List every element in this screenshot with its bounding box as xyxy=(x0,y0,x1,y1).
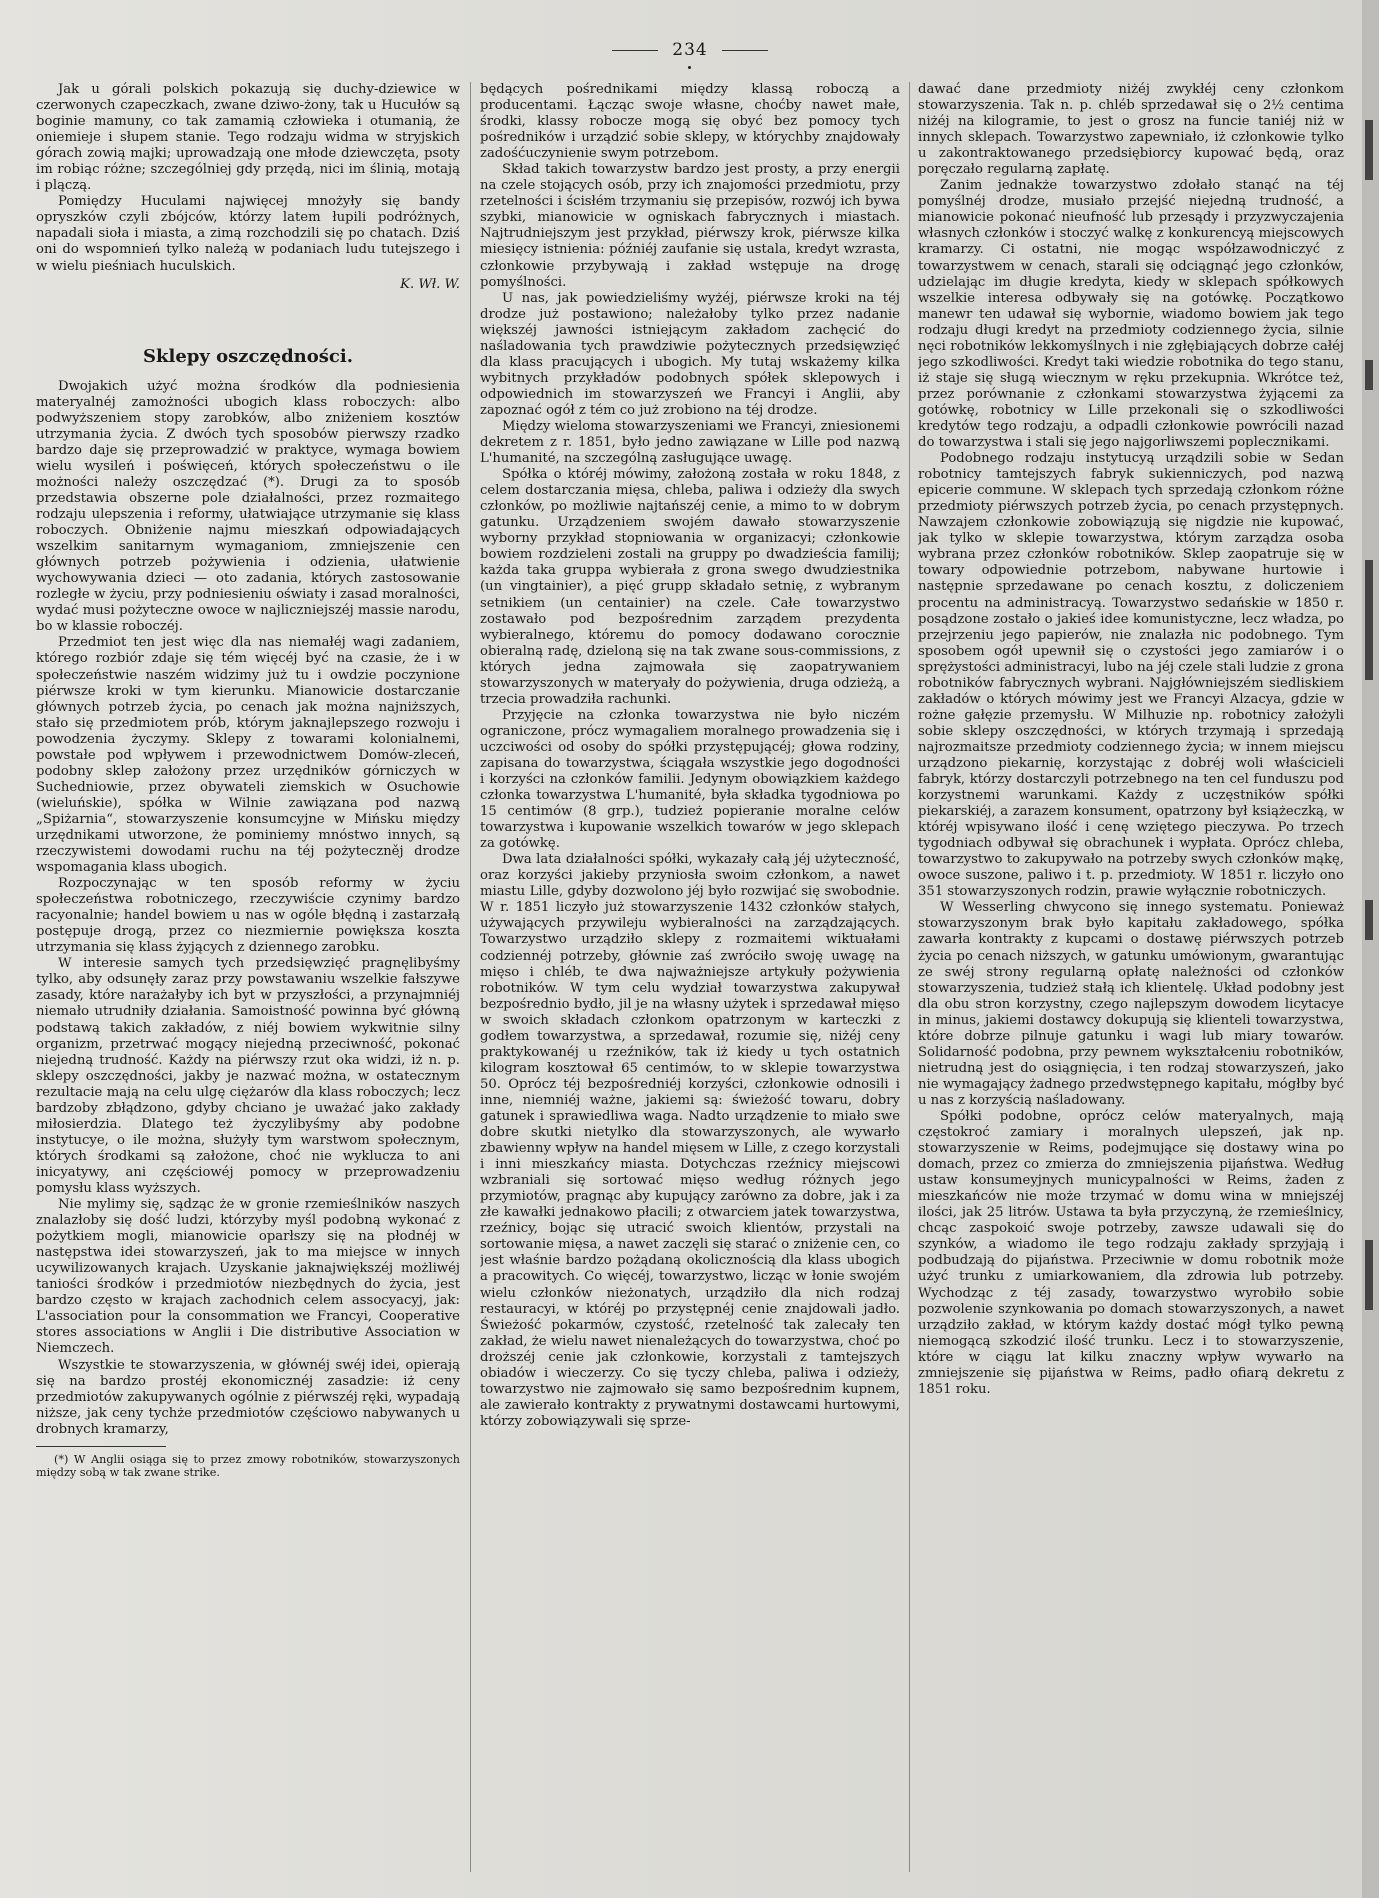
paragraph: U nas, jak powiedzieliśmy wyżéj, piérwsze kroki na téj drodze już postawiono; należałoby tylko przez nadanie większéj jawności istniejącym zakładom zachęcić do naśladowania tych prawdziwie pożytecznych przedsięwzięć dla klass pracujących i ubogich. My tutaj wskażemy kilka wybitnych przykładów podobnych spółek sklepowych i odpowiednich im stowarzyszeń we Francyi i Anglii, aby zapoznać ogół z tém co już zrobiono na téj drodze. xyxy=(480,290,900,418)
paragraph: W Wesserling chwycono się innego systematu. Ponieważ stowarzyszonym brak było kapitału zakładowego, spółka zawarła kontrakty z kupcami o dostawę piérwszych potrzeb życia po cenach niższych, w gatunku umówionym, gwarantując ze swéj strony regularną opłatę należności od członków stowarzyszenia, tudzież stałą ich klientelę. Układ podobny jest dla obu stron korzystny, czego najlepszym dowodem licytacye in minus, jakiemi dostawcy dokupują się klienteli towarzystwa, które dobrze pilnuje gatunku i wagi lub miary towarów. Solidarność podobna, przy pewnem wykształceniu robotników, nietrudną jest do osiągnięcia, i ten rodzaj stowarzyszeń, jako nie wymagający żadnego przedwstępnego kapitału, mógłby być u nas z korzyścią naśladowany. xyxy=(918,900,1344,1108)
paragraph: W interesie samych tych przedsięwzięć pragnęlibyśmy tylko, aby odsunęły zaraz przy powstawaniu wszelkie fałszywe zasady, które narażałyby ich byt w przyszłości, a przynajmniéj niemało utrudniły działania. Samoistność powinna być główną podstawą takich zakładów, z niéj bowiem wykwitnie silny organizm, przetrwać mogący niejedną przeciwność, pokonać niejedną trudność. Każdy na piérwszy rzut oka widzi, iż n. p. sklepy oszczędności, jakby je nazwać można, w ostatecznym rezultacie mają na celu ulgę ciężarów dla klass roboczych; lecz bardzoby zbłądzono, gdyby chciano je uważać jako zakłady miłosierdzia. Dlatego też życzylibyśmy aby podobne instytucye, o ile można, służyły tym warstwom społecznym, których środkami są założone, choć nie wyklucza to ani inicyatywy, ani częściowéj pomocy w przeprowadzeniu pomysłu klass wyższych. xyxy=(36,956,460,1196)
page-number: 234 xyxy=(672,40,708,60)
paragraph: Spółki podobne, oprócz celów materyalnych, mają częstokroć zamiary i moralnych ulepszeń, jak np. stowarzyszenie w Reims, podejmujące się dostawy wina po domach, przez co zmierza do zmniejszenia pijaństwa. Według ustaw konsumeyjnych municypalności w Reims, żaden z mieszkańców nie może trzymać w domu wina w mniejszéj ilości, jak 25 litrów. Ustawa ta była przyczyną, że rzemieślnicy, chcąc zaspokoić swoje potrzeby, zawsze udawali się do szynków, a wiadomo ile tego rodzaju zakłady sprzyjają i podbudzają do pijaństwa. Przeciwnie w domu robotnik może użyć trunku z umiarkowaniem, dla zdrowia lub potrzeby. Wychodząc z téj zasady, towarzystwo wyrobiło sobie pozwolenie szynkowania po domach stowarzyszonych, a nawet urządziło zakład, w którym każdy dostać mógł tylko pewną niemogącą szkodzić ilość trunku. Lecz i to stowarzyszenie, które w ciągu lat kilku znaczny wpływ wywarło na zmniejszenie się pijaństwa w Reims, padło ofiarą dekretu z 1851 roku. xyxy=(918,1109,1344,1397)
paragraph: Przyjęcie na członka towarzystwa nie było niczém ograniczone, prócz wymagaliem moralnego prowadzenia się i uczciwości od osoby do spółki przystępującéj; głowa rodziny, zapisana do towarzystwa, ściągała wszystkie jego dogodności i korzyści na członków familii. Jedynym obowiązkiem każdego członka towarzystwa L'humanité, była składka tygodniowa po 15 centimów (8 grp.), tudzież popieranie moralne celów towarzystwa i kupowanie wszelkich towarów w jego sklepach za gotówkę. xyxy=(480,707,900,852)
paragraph: dawać dane przedmioty niżéj zwykłéj ceny członkom stowarzyszenia. Tak n. p. chléb sprzedawał się o 2½ centima niżéj na kilogramie, to jest o grosz na funcie taniéj niż w innych sklepach. Towarzystwo zapewniało, iż członkowie tylko u zakontraktowanego przedsiębiorcy kupować będą, oraz poręczało regularną zapłatę. xyxy=(918,82,1344,178)
edge-mark xyxy=(1365,1240,1373,1310)
column-divider-2 xyxy=(909,82,910,1872)
paragraph: Pomiędzy Huculami najwięcej mnożyły się bandy opryszków czyli zbójców, którzy latem łupili podróżnych, napadali sioła i miasta, a zimą rozchodzili się po chatach. Dziś oni do wspomnień tylko należą w podaniach ludu tutejszego i w wielu pieśniach huculskich. xyxy=(36,194,460,274)
section-title: Sklepy oszczędności. xyxy=(143,345,353,367)
paragraph: Zanim jednakże towarzystwo zdołało stanąć na téj pomyślnéj drodze, musiało przejść niejedną trudność, a mianowicie pokonać nieufność lub przesądy i przyzwyczajenia własnych członków i stoczyć walkę z konkurencyą miejscowych kramarzy. Ci ostatni, nie mogąc współzawodniczyć z towarzystwem w cenach, starali się odciągnąć jego członków, udzielając im długie kredyta, kiedy w sklepach spółkowych wszelkie interesa odbywały się na gotówkę. Początkowo manewr ten udawał się wybornie, wiadomo bowiem jak tego rodzaju długi kredyt na przedmioty codziennego życia, silnie nęci robotników lekkomyślnych i nie zgłębiających dobrze całéj jego szkodliwości. Kredyt taki wiedzie robotnika do tego stanu, iż staje się sługą wiecznym w ręku przekupnia. Wkrótce też, przez porównanie z członkami stowarzystwa żyjącemi za gotówkę, robotnicy w Lille przekonali się o szkodliwości kredytów tego rodzaju, a odpadli członkowie powrócili nazad do towarzystwa i stali się jego najgorliwszemi poplecznikami. xyxy=(918,178,1344,451)
column-2 xyxy=(480,82,900,1872)
paragraph: Przedmiot ten jest więc dla nas niemałéj wagi zadaniem, którego rozbiór zdaje się tém więcéj być na czasie, że i w społeczeństwie naszém widzimy już tu i owdzie poczynione piérwsze kroki w tym kierunku. Mianowicie dostarczanie głównych potrzeb życia, po cenach jak można najniższych, stało się przedmiotem prób, którym jaknajlepszego rozwoju i powodzenia życzymy. Sklepy z towarami kolonialnemi, powstałe pod wpływem i przewodnictwem Domów-zleceń, podobny sklep założony przez urzędników górniczych w Suchedniowie, przez obywateli ziemskich w Osuchowie (wieluńskie), spółka w Wilnie zawiązana pod nazwą „Spiżarnia“, stowarzyszenie konsumcyjne w Mińsku między urzędnikami utworzone, że pominiemy mnóstwo innych, są rzeczywistemi dowodami ruchu na téj pożyteczněj drodze wspomagania klass ubogich. xyxy=(36,635,460,876)
paragraph: Jak u górali polskich pokazują się duchy-dziewice w czerwonych czapeczkach, zwane dziwo-żony, tak u Hucułów są boginie mamuny, co tak zamamią człowieka i otumanią, że oniemieje i słupem stanie. Tego rodzaju widma w stryjskich górach zowią majki; uprowadzają one młode dziewczęta, psoty im robiąc różne; szczególniej gdy przędą, nici im ślinią, motają i plączą. xyxy=(36,82,460,194)
edge-mark xyxy=(1365,360,1373,390)
paragraph: Między wieloma stowarzyszeniami we Francyi, zniesionemi dekretem z r. 1851, było jedno zawiązane w Lille pod nazwą L'humanité, na szczególną zasługujące uwagę. xyxy=(480,418,900,467)
edge-mark xyxy=(1365,900,1373,940)
paragraph: Dwa lata działalności spółki, wykazały całą jéj użyteczność, oraz korzyści jakieby przyniosła swoim członkom, a nawet miastu Lille, gdyby dozwolono jéj było rozwijać się swobodnie. W r. 1851 liczyło już stowarzyszenie 1432 członków stałych, używających przywileju wybieralności na zarządzających. Towarzystwo urządziło sklepy z rozmaitemi wiktuałami codziennéj potrzeby, głównie zaś zwróciło swoję uwagę na mięso i chléb, te dwa najważniejsze artykuły pożywienia robotników. W tym celu wydział towarzystwa zakupywał bezpośrednio bydło, jil je na własny użytek i sprzedawał mięso w swoich składach członkom opatrzonym w karteczki z godłem towarzystwa, a sprzedawał, rozumie się, niżéj ceny praktykowanéj u rzeźników, tak iż kiedy u tych ostatnich kilogram kosztował 65 centimów, to w sklepie towarzystwa 50. Oprócz téj bezpośredniéj korzyści, członkowie odnosili i inne, niemniéj ważne, jakiemi są: świeżość towaru, dobry gatunek i sprawiedliwa waga. Nadto urządzenie to miało swe dobre skutki nietylko dla stowarzyszonych, ale wywarło zbawienny wpływ na handel mięsem w Lille, z czego korzystali i inni mieszkańcy miasta. Dotychczas rzeźnicy miejscowi wzbraniali się sortować mięso według różnych jego przymiotów, pragnąc aby kupujący zarówno za dobre, jak i za złe kawałki jednakowo płacili; z otwarciem jatek towarzystwa, rzeźnicy, bojąc się utracić swoich klientów, przystali na sortowanie mięsa, a nawet zaczęli się starać o zniżenie cen, co jest właśnie bardzo pożądaną okolicznością dla klass ubogich a pracowitych. Co więcéj, towarzystwo, licząc w łonie swojém wielu członków nieżonatych, urządziło dla nich rodzaj restauracyi, w któréj po przystępnéj cenie znajdowali jadło. Świeżość pokarmów, czystość, rzetelność tak zalecały ten zakład, że wielu nawet nienależących do towarzystwa, choć po droższéj cenie jak członkowie, korzystali z tamtejszych obiadów i wieczerzy. Co się tyczy chleba, paliwa i odzieży, towarzystwo nie zajmowało się samo bezpośrednim kupnem, ale zawierało kontrakty z prywatnymi dostawcami hurtowymi, którzy zobowiązywali się sprze- xyxy=(480,852,900,1429)
paragraph: Podobnego rodzaju instytucyą urządzili sobie w Sedan robotnicy tamtejszych fabryk sukienniczych, pod nazwą epicerie commune. W sklepach tych sprzedają członkom różne przedmioty piérwszych potrzeb życia, po cenach przystępnych. Nawzajem członkowie zobowiązują się nigdzie nie kupować, jak tylko w sklepie towarzystwa, którym zarządza osoba wybrana przez członków robotników. Sklep zaopatruje się w towary odpowiednie potrzebom, nabywane hurtowie i następnie sprzedawane po cenach kosztu, z doliczeniem procentu na administracyą. Towarzystwo sedańskie w 1850 r. posądzone zostało o jakieś idee komunistyczne, lecz władza, po przejrzeniu jego papierów, nie znalazła nic podobnego. Tym sposobem ogół upewnił się o czystości jego zamiarów i o sprężystości administracyi, lubo na jéj czele stali ludzie z grona robotników fabrycznych wybrani. Najgłówniejszém siedliskiem zakładów o których mówimy jest we Francyi Alzacya, gdzie w rożne gałęzie przemysłu. W Milhuzie np. robotnicy założyli sobie sklepy oszczędności, w których trzymają i sprzedają najrozmaitsze przedmioty codziennego życia; w innem miejscu urządzono piekarnię, korzystając z dobréj woli właścicieli fabryk, którzy dostarczyli potrzebnego na ten cel funduszu pod korzystnemi warunkami. Każdy z uczęstników spółki piekarskiéj, a zarazem konsument, opatrzony był książeczką, w któréj wpisywano ilość i cenę wziętego pieczywa. Po trzech tygodniach odbywał się obrachunek i wypłata. Oprócz chleba, towarzystwo to zakupywało na potrzeby swych członków mąkę, owoce suszone, paliwo i t. p. przedmioty. W 1851 r. liczyło ono 351 stowarzyszonych rodzin, prawie wyłącznie robotniczych. xyxy=(918,451,1344,900)
header-rule-left xyxy=(612,50,658,51)
page-header xyxy=(560,40,820,60)
column-divider-1 xyxy=(470,82,471,1872)
paragraph: Rozpoczynając w ten sposób reformy w życiu społeczeństwa robotniczego, rzeczywiście czynimy bardzo racyonalnie; handel bowiem u nas w ogóle błędną i zastarzałą postępuje drogą, przez co niezmiernie powiększa koszta utrzymania się klass żyjących z dziennego zarobku. xyxy=(36,876,460,956)
header-rule-right xyxy=(722,50,768,51)
edge-mark xyxy=(1365,560,1373,680)
column-3 xyxy=(918,82,1344,1872)
edge-mark xyxy=(1365,120,1373,180)
adjacent-page-edge xyxy=(1362,0,1379,1898)
footnote-rule xyxy=(36,1446,166,1447)
paragraph: Nie mylimy się, sądząc że w gronie rzemieślników naszych znalazłoby się dość ludzi, którzyby myśl podobną wykonać z pożytkiem mogli, mianowicie oparłszy się na płodnéj w następstwa idei stowarzyszeń, jak to ma miejsce w innych ucywilizowanych krajach. Uzyskanie jaknajwiększéj możliwéj taniości środków i przedmiotów niezbędnych do życia, jest bardzo często w krajach zachodnich celem assocyacyj, jak: L'association pour la consommation we Francyi, Cooperative stores associations w Anglii i Die distributive Association w Niemczech. xyxy=(36,1197,460,1357)
paragraph: Dwojakich użyć można środków dla podniesienia materyalnéj zamożności ubogich klass roboczych: albo podwyższeniem stopy zarobków, albo zniżeniem kosztów utrzymania życia. Z dwóch tych sposobów pierwszy rzadko bardzo daje się przeprowadzić w praktyce, wymaga bowiem wielu wysileń i poświęceń, których społeczeństwu o ile możności należy oszczędzać (*). Drugi za to sposób przedstawia obszerne pole działalności, przez rozmaitego rodzaju ulepszenia i reformy, ułatwiające utrzymanie się klass roboczych. Obniżenie najmu mieszkań odpowiadających wszelkim sanitarnym wymaganiom, zmniejszenie cen głównych potrzeb pożywienia i odzienia, ułatwienie wychowywania dzieci — oto zadania, których zastosowanie rozległe w życiu, przy podniesieniu oświaty i zasad moralności, wydać musi pożyteczne owoce w najliczniejszéj massie narodu, bo w klassie roboczéj. xyxy=(36,378,460,635)
footnote: (*) W Anglii osiąga się to przez zmowy robotników, stowarzyszonych między sobą w tak zwane strike. xyxy=(36,1452,460,1480)
paragraph: będących pośrednikami między klassą roboczą a producentami. Łącząc swoje własne, choćby nawet małe, środki, klassy robocze mogą się obyć bez pomocy tych pośredników i urządzić sobie sklepy, w którychby znajdowały zadośćuczynienie swym potrzebom. xyxy=(480,82,900,162)
paragraph: Wszystkie te stowarzyszenia, w głównéj swéj idei, opierają się na bardzo prostéj ekonomicznéj zasadzie: iż ceny przedmiotów zakupywanych ogólnie z piérwszéj ręki, wypadają niższe, jak ceny tychże przedmiotów częściowo nabywanych u drobnych kramarzy, xyxy=(36,1357,460,1437)
paragraph: Skład takich towarzystw bardzo jest prosty, a przy energii na czele stojących osób, przy ich znajomości przedmiotu, przy rzetelności i ścisłém trzymaniu się przepisów, rozwój ich bywa szybki, mianowicie w ogniskach fabrycznych i miastach. Najtrudniejszym jest przykład, piérwszy krok, piérwsze kilka miesięcy istnienia: późniéj zaufanie się ustala, kredyt wzrasta, członkowie przybywają i zakład wstępuje na drogę pomyślności. xyxy=(480,162,900,290)
column-1 xyxy=(36,82,460,1872)
author-signature: K. Wł. W. xyxy=(400,276,460,292)
header-dot xyxy=(688,66,691,69)
paragraph: Spółka o któréj mówimy, założoną została w roku 1848, z celem dostarczania mięsa, chleba, paliwa i odzieży dla swych członków, po możliwie najtańszéj cenie, a mimo to w dobrym gatunku. Urządzeniem swojém dawało stowarzyszenie wyborny przykład stopniowania w organizacyi; członkowie bowiem rozdzieleni zostali na gruppy po dwadzieścia familij; każda taka gruppa wybierała z grona swego dwudziestnika (un vingtainier), a pięć grupp składało setnię, z wybranym setnikiem (un centainier) na czele. Całe towarzystwo zostawało pod bezpośrednim zarządem prezydenta wybieralnego, któremu do pomocy dodawano corocznie obieralną radę, dzieloną się na tak zwane sous-commissions, z których jedna zajmowała się zaopatrywaniem stowarzyszonych w materyały do pożywienia, druga odzieżą, a trzecia prowadziła rachunki. xyxy=(480,467,900,707)
